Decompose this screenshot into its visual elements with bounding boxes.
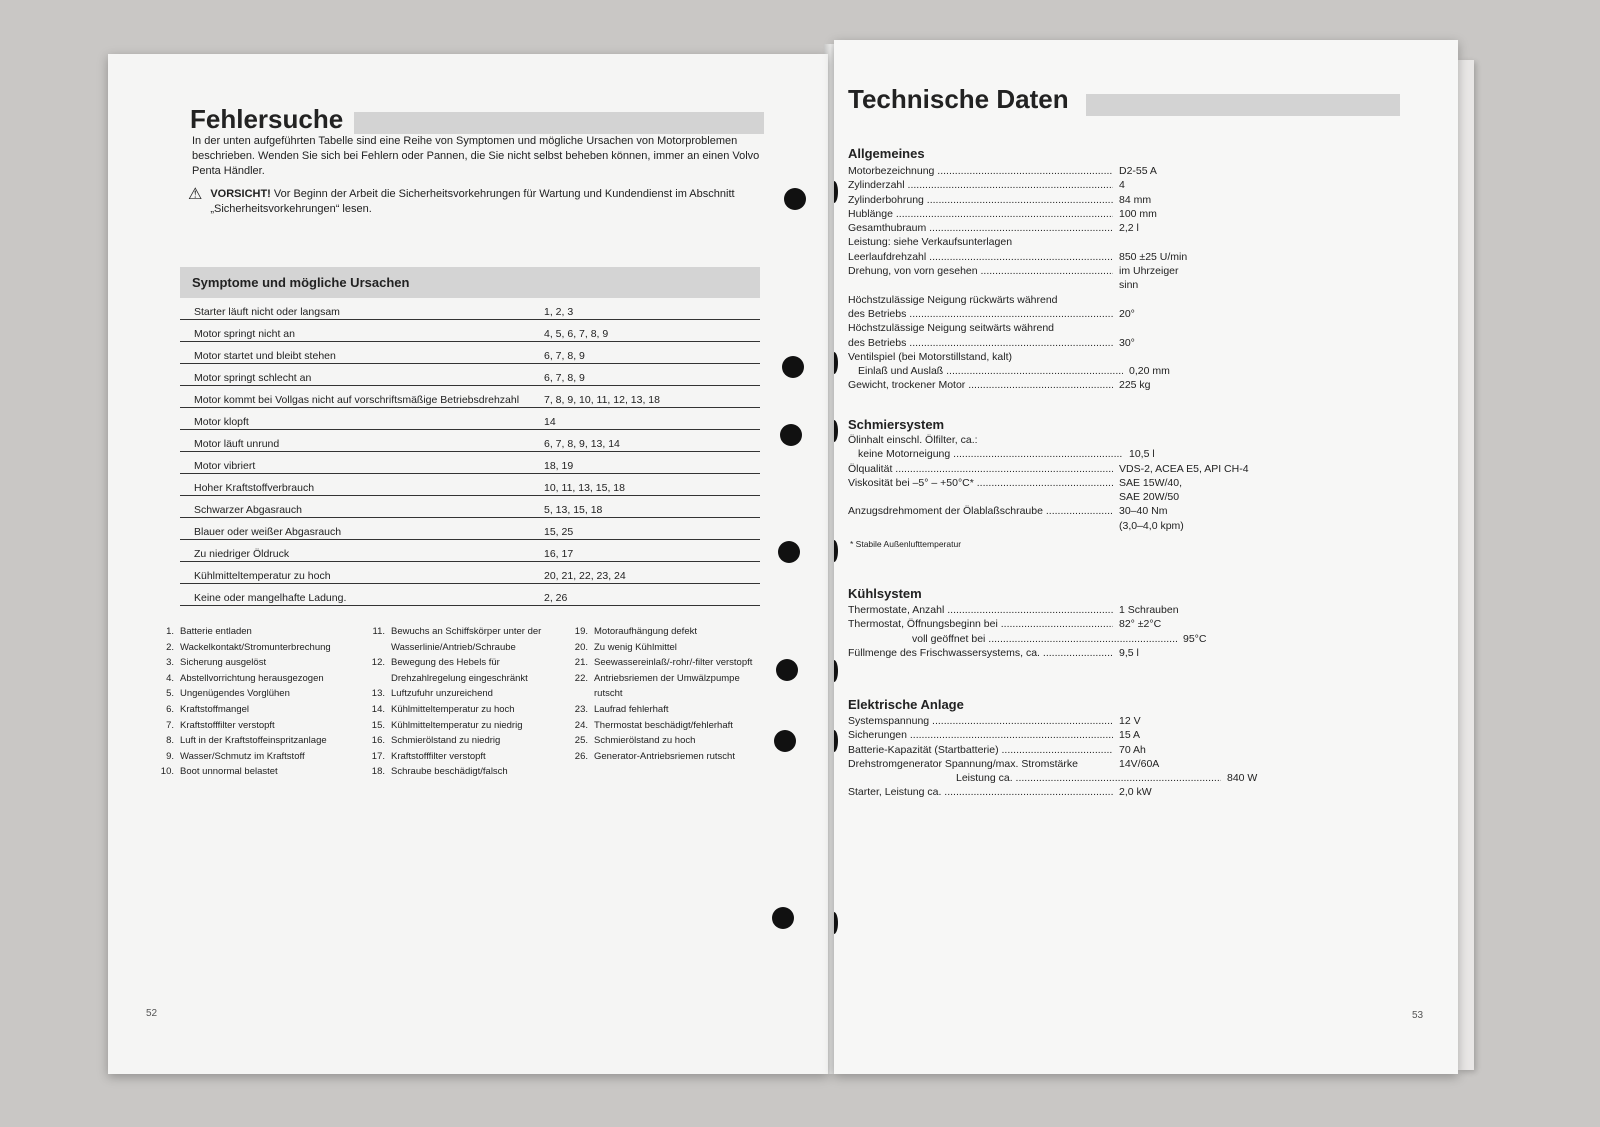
cool-spec-list xyxy=(848,603,1268,660)
spec-label xyxy=(848,519,1113,533)
spec-row xyxy=(848,714,1268,728)
punch-hole xyxy=(834,540,838,562)
table-row xyxy=(180,430,760,452)
spec-value: D2-55 A xyxy=(1119,165,1157,177)
spec-value: sinn xyxy=(1119,279,1139,292)
list-item xyxy=(152,686,352,702)
spec-row xyxy=(848,278,1268,292)
spec-value: 95°C xyxy=(1183,632,1207,645)
general-spec-list xyxy=(848,164,1268,393)
cause-number: 8. xyxy=(166,735,174,747)
cause-text: Seewassereinlaß/-rohr/-filter verstopft xyxy=(594,657,753,669)
spec-label: Starter, Leistung ca. ..... xyxy=(848,785,1113,799)
punch-hole xyxy=(834,181,838,203)
spec-row xyxy=(848,632,1268,646)
spec-value: 100 mm xyxy=(1119,207,1157,220)
spec-label: Ölqualität ..... xyxy=(848,462,1113,476)
spec-label: Füllmenge des Frischwassersystems, ca. ..... xyxy=(848,646,1113,660)
punch-hole xyxy=(834,730,838,752)
symptom-cell: Hoher Kraftstoffverbrauch xyxy=(194,482,315,494)
cause-text: Antriebsriemen der Umwälzpumpe rutscht xyxy=(594,672,740,700)
cause-number: 4. xyxy=(166,672,174,684)
table-row xyxy=(180,386,760,408)
lube-footnote: * Stabile Außenlufttemperatur xyxy=(850,539,962,549)
causes-cell: 5, 13, 15, 18 xyxy=(544,504,603,516)
spec-row xyxy=(848,728,1268,742)
section-allgemeines: Allgemeines xyxy=(848,146,925,161)
list-item xyxy=(363,702,563,718)
spec-row xyxy=(848,519,1268,533)
punch-hole xyxy=(772,907,794,929)
cause-number: 17. xyxy=(371,750,385,762)
causes-cell: 15, 25 xyxy=(544,526,574,538)
warning-triangle-icon: ⚠ xyxy=(188,186,203,203)
spec-label xyxy=(848,490,1113,504)
list-item xyxy=(152,624,352,640)
table-row xyxy=(180,474,760,496)
symptom-cell: Zu niedriger Öldruck xyxy=(194,548,290,560)
spec-label: Ölinhalt einschl. Ölfilter, ca.: xyxy=(848,434,978,446)
spec-label: Thermostate, Anzahl ..... xyxy=(848,603,1113,617)
cause-text: Kraftstofffilter verstopft xyxy=(391,750,486,762)
spec-label: Leistung: siehe Verkaufsunterlagen xyxy=(848,236,1013,249)
cause-text: Kraftstofffilter verstopft xyxy=(180,719,275,731)
cause-number: 14. xyxy=(371,703,385,715)
page-number-right: 53 xyxy=(1412,1010,1424,1021)
intro-text: In der unten aufgeführten Tabelle sind eine Reihe von Symptomen und mögliche Ursachen von Motorproblemen beschrieben. Wenden Sie sich bei Fehlern oder Pannen, die Sie nicht selbst beheben können, immer an einen Volvo Penta Händler. xyxy=(192,135,760,177)
cause-number: 22. xyxy=(574,672,588,684)
spec-label: Hublänge ..... xyxy=(848,207,1113,221)
spec-label: Zylinderbohrung ..... xyxy=(848,193,1113,207)
spec-label: Drehstromgenerator Spannung/max. Stromstärke xyxy=(848,757,1078,770)
page-edge xyxy=(1458,60,1474,1070)
causes-cell: 6, 7, 8, 9 xyxy=(544,372,585,384)
spec-row xyxy=(848,617,1268,631)
causes-cell: 4, 5, 6, 7, 8, 9 xyxy=(544,328,609,340)
spec-row xyxy=(848,321,1268,335)
cause-text: Laufrad fehlerhaft xyxy=(594,703,669,715)
cause-text: Schmierölstand zu hoch xyxy=(594,735,696,747)
spec-value: 850 ±25 U/min xyxy=(1119,250,1188,263)
spec-row xyxy=(848,221,1268,235)
lube-spec-list xyxy=(848,433,1268,533)
spec-value: 12 V xyxy=(1119,715,1141,727)
spec-value xyxy=(1113,433,1268,447)
symptom-cell: Motor springt nicht an xyxy=(194,328,295,340)
cause-number: 2. xyxy=(166,641,174,653)
list-item xyxy=(566,655,766,671)
spec-label: Thermostat, Öffnungsbeginn bei ..... xyxy=(848,617,1113,631)
spec-row xyxy=(848,293,1268,307)
causes-list-1 xyxy=(152,624,352,780)
list-item xyxy=(152,733,352,749)
spec-value: VDS-2, ACEA E5, API CH-4 xyxy=(1119,462,1249,475)
punch-hole xyxy=(780,424,802,446)
spec-value xyxy=(1113,321,1268,335)
section-schmiersystem: Schmiersystem xyxy=(848,417,945,432)
spec-row xyxy=(848,378,1268,392)
list-item xyxy=(566,671,766,702)
symptom-cell: Keine oder mangelhafte Ladung. xyxy=(194,592,347,604)
spec-value: 840 W xyxy=(1227,772,1258,785)
cause-text: Bewuchs an Schiffskörper unter der Wasserlinie/Antrieb/Schraube xyxy=(391,626,542,653)
cause-text: Kühlmitteltemperatur zu niedrig xyxy=(391,719,523,731)
spec-value: 2,2 l xyxy=(1119,222,1139,235)
causes-cell: 20, 21, 22, 23, 24 xyxy=(544,570,626,582)
cause-number: 5. xyxy=(166,688,174,700)
cause-text: Batterie entladen xyxy=(180,626,252,637)
table-row xyxy=(180,408,760,430)
symptom-cell: Motor läuft unrund xyxy=(194,438,280,450)
punch-hole xyxy=(834,912,838,934)
causes-cell: 6, 7, 8, 9, 13, 14 xyxy=(544,438,620,450)
symptom-cell: Starter läuft nicht oder langsam xyxy=(194,306,340,318)
causes-cell: 1, 2, 3 xyxy=(544,306,574,318)
table-row xyxy=(180,540,760,562)
section-kuehlsystem: Kühlsystem xyxy=(848,586,922,601)
causes-list-3 xyxy=(566,624,766,764)
causes-cell: 14 xyxy=(544,416,556,428)
list-item xyxy=(152,671,352,687)
spec-row xyxy=(848,646,1268,660)
spec-row xyxy=(848,785,1268,799)
list-item xyxy=(566,749,766,765)
punch-hole xyxy=(834,660,838,682)
spec-value: 14V/60A xyxy=(1119,757,1160,770)
symptom-cell: Motor kommt bei Vollgas nicht auf vorschriftsmäßige Betriebsdrehzahl xyxy=(194,394,520,406)
list-item xyxy=(363,655,563,686)
spec-row xyxy=(848,433,1268,447)
cause-text: Kraftstoffmangel xyxy=(180,703,250,715)
spec-row xyxy=(848,350,1268,364)
cause-number: 11. xyxy=(372,626,385,637)
spec-label: keine Motorneigung ..... xyxy=(848,447,1123,461)
list-item xyxy=(152,764,352,780)
spec-row xyxy=(848,504,1268,518)
cause-text: Motoraufhängung defekt xyxy=(594,626,697,637)
spec-value: 2,0 kW xyxy=(1119,786,1152,799)
list-item xyxy=(566,624,766,640)
table-row xyxy=(180,298,760,320)
spec-row xyxy=(848,264,1268,278)
spec-value: 15 A xyxy=(1119,729,1141,742)
cause-text: Kühlmitteltemperatur zu hoch xyxy=(391,703,515,715)
causes-list-2 xyxy=(363,624,563,780)
symptom-cell: Motor vibriert xyxy=(194,460,256,472)
spec-label: Leerlaufdrehzahl ..... xyxy=(848,250,1113,264)
table-row xyxy=(180,518,760,540)
cause-text: Wasser/Schmutz im Kraftstoff xyxy=(180,750,305,762)
symptom-cell: Schwarzer Abgasrauch xyxy=(194,504,302,516)
table-row xyxy=(180,452,760,474)
spec-row xyxy=(848,490,1268,504)
cause-number: 9. xyxy=(166,750,174,762)
spec-label: des Betriebs ..... xyxy=(848,336,1113,350)
spec-label: des Betriebs ..... xyxy=(848,307,1113,321)
cause-number: 24. xyxy=(574,719,588,731)
spec-value: SAE 20W/50 xyxy=(1119,491,1180,504)
spec-row xyxy=(848,462,1268,476)
list-item xyxy=(363,764,563,780)
cause-text: Thermostat beschädigt/fehlerhaft xyxy=(594,719,733,731)
spec-row xyxy=(848,447,1268,461)
spec-row xyxy=(848,364,1268,378)
list-item xyxy=(363,733,563,749)
list-item xyxy=(152,702,352,718)
spec-row xyxy=(848,336,1268,350)
spec-row xyxy=(848,250,1268,264)
warning-label: VORSICHT! xyxy=(210,188,271,200)
list-item xyxy=(363,718,563,734)
spec-label: Motorbezeichnung ..... xyxy=(848,164,1113,178)
list-item xyxy=(152,640,352,656)
causes-cell: 18, 19 xyxy=(544,460,574,472)
title-bar xyxy=(354,112,764,134)
spec-value: 82° ±2°C xyxy=(1119,618,1162,631)
spec-row xyxy=(848,164,1268,178)
cause-number: 15. xyxy=(371,719,385,731)
cause-text: Abstellvorrichtung herausgezogen xyxy=(180,672,324,684)
spec-label: Leistung ca. ..... xyxy=(848,771,1221,785)
table-row xyxy=(180,364,760,386)
spec-row xyxy=(848,603,1268,617)
spec-label: Ventilspiel (bei Motorstillstand, kalt) xyxy=(848,350,1012,363)
symptom-cell: Motor klopft xyxy=(194,416,249,428)
spec-value: 9,5 l xyxy=(1119,646,1139,659)
cause-number: 13. xyxy=(371,688,385,700)
cause-number: 16. xyxy=(371,735,385,747)
cause-number: 10. xyxy=(160,766,174,778)
page-number-left: 52 xyxy=(146,1008,158,1019)
spec-row xyxy=(848,235,1268,249)
spec-label: Drehung, von vorn gesehen ..... xyxy=(848,264,1113,278)
right-page xyxy=(834,40,1458,1074)
cause-number: 7. xyxy=(166,719,174,731)
spec-value xyxy=(1113,235,1268,249)
left-page xyxy=(108,54,828,1074)
causes-cell: 10, 11, 13, 15, 18 xyxy=(544,482,625,494)
cause-number: 6. xyxy=(166,703,174,715)
spec-row xyxy=(848,207,1268,221)
spec-value: 4 xyxy=(1119,179,1125,192)
spec-label: Gesamthubraum ..... xyxy=(848,221,1113,235)
causes-cell: 16, 17 xyxy=(544,548,574,560)
spec-value: SAE 15W/40, xyxy=(1119,476,1183,489)
cause-text: Luftzufuhr unzureichend xyxy=(391,688,493,700)
spec-label: Einlaß und Auslaß ..... xyxy=(848,364,1123,378)
list-item xyxy=(363,749,563,765)
spec-label: Anzugsdrehmoment der Ölablaßschraube ..... xyxy=(848,504,1113,518)
list-item xyxy=(566,702,766,718)
spec-value: 10,5 l xyxy=(1129,448,1155,461)
spec-value: 225 kg xyxy=(1119,379,1151,392)
spec-label: Viskosität bei –5° – +50°C* ..... xyxy=(848,476,1113,490)
cause-text: Sicherung ausgelöst xyxy=(180,657,267,669)
list-item xyxy=(363,686,563,702)
punch-hole xyxy=(776,659,798,681)
cause-number: 25. xyxy=(574,735,588,747)
spec-value: 0,20 mm xyxy=(1129,365,1170,378)
page-title-fehlersuche: Fehlersuche xyxy=(190,104,344,134)
table-row xyxy=(180,562,760,584)
cause-number: 12. xyxy=(371,657,385,669)
spec-label: Zylinderzahl ..... xyxy=(848,178,1113,192)
list-item xyxy=(363,624,563,655)
list-item xyxy=(152,718,352,734)
list-item xyxy=(566,640,766,656)
spec-label: Systemspannung ..... xyxy=(848,714,1113,728)
cause-number: 21. xyxy=(574,657,588,669)
cause-text: Schmierölstand zu niedrig xyxy=(391,735,501,747)
spec-label: Batterie-Kapazität (Startbatterie) ..... xyxy=(848,743,1113,757)
cause-text: Luft in der Kraftstoffeinspritzanlage xyxy=(180,735,327,747)
table-row xyxy=(180,320,760,342)
cause-text: Schraube beschädigt/falsch xyxy=(391,766,508,778)
spec-value: 30–40 Nm xyxy=(1119,505,1168,518)
causes-cell: 7, 8, 9, 10, 11, 12, 13, 18 xyxy=(544,394,660,406)
punch-hole xyxy=(778,541,800,563)
table-row xyxy=(180,496,760,518)
symptom-cell: Blauer oder weißer Abgasrauch xyxy=(194,526,342,538)
spec-label: Gewicht, trockener Motor ..... xyxy=(848,378,1113,392)
cause-number: 18. xyxy=(371,766,385,778)
symptom-cell: Kühlmitteltemperatur zu hoch xyxy=(194,570,331,582)
spec-row xyxy=(848,757,1268,771)
spec-label: Sicherungen ..... xyxy=(848,728,1113,742)
table-row xyxy=(180,342,760,364)
spec-row xyxy=(848,476,1268,490)
cause-text: Zu wenig Kühlmittel xyxy=(594,641,677,653)
spec-value: (3,0–4,0 kpm) xyxy=(1119,519,1184,532)
spec-row xyxy=(848,771,1268,785)
spec-value: 84 mm xyxy=(1119,193,1152,206)
symptom-cell: Motor springt schlecht an xyxy=(194,372,312,384)
cause-number: 3. xyxy=(166,657,174,669)
cause-text: Boot unnormal belastet xyxy=(180,766,278,778)
cause-text: Wackelkontakt/Stromunterbrechung xyxy=(180,641,331,653)
spec-row xyxy=(848,193,1268,207)
elec-spec-list xyxy=(848,714,1268,800)
spec-value: 1 Schrauben xyxy=(1119,604,1179,616)
cause-number: 23. xyxy=(574,703,588,715)
symptom-cell: Motor startet und bleibt stehen xyxy=(194,350,336,362)
cause-text: Ungenügendes Vorglühen xyxy=(180,688,290,700)
punch-hole xyxy=(784,188,806,210)
spec-row xyxy=(848,178,1268,192)
spec-label: voll geöffnet bei ..... xyxy=(848,632,1177,646)
spec-value xyxy=(1113,293,1268,307)
table-row xyxy=(180,584,760,606)
warning-text: Vor Beginn der Arbeit die Sicherheitsvorkehrungen für Wartung und Kundendienst im Abschnitt „Sicherheitsvorkehrungen“ lesen. xyxy=(210,188,735,215)
cause-text: Bewegung des Hebels für Drehzahlregelung eingeschränkt xyxy=(391,657,528,684)
section-elektrische-anlage: Elektrische Anlage xyxy=(848,697,964,712)
spec-value xyxy=(1113,350,1268,364)
spec-value: 20° xyxy=(1119,307,1135,320)
spec-row xyxy=(848,743,1268,757)
punch-hole xyxy=(774,730,796,752)
cause-number: 26. xyxy=(574,750,588,762)
list-item xyxy=(152,749,352,765)
causes-cell: 2, 26 xyxy=(544,592,568,604)
punch-hole xyxy=(782,356,804,378)
symptom-table-header: Symptome und mögliche Ursachen xyxy=(180,267,760,298)
warning-note xyxy=(188,187,778,217)
list-item xyxy=(152,655,352,671)
spec-row xyxy=(848,307,1268,321)
cause-number: 19. xyxy=(574,626,588,637)
spec-label xyxy=(848,278,1113,292)
symptom-table xyxy=(180,267,760,606)
spec-value: im Uhrzeiger xyxy=(1119,265,1179,278)
spec-value: 70 Ah xyxy=(1119,743,1146,756)
cause-number: 1. xyxy=(166,626,174,637)
spec-value: 30° xyxy=(1119,336,1135,349)
spec-label: Höchstzulässige Neigung seitwärts während xyxy=(848,322,1055,335)
spec-label: Höchstzulässige Neigung rückwärts während xyxy=(848,293,1058,306)
cause-text: Generator-Antriebsriemen rutscht xyxy=(594,750,735,762)
punch-hole xyxy=(834,352,838,374)
causes-cell: 6, 7, 8, 9 xyxy=(544,350,585,362)
list-item xyxy=(566,718,766,734)
list-item xyxy=(566,733,766,749)
title-bar xyxy=(1086,94,1400,116)
punch-hole xyxy=(834,420,838,442)
cause-number: 20. xyxy=(574,641,588,653)
page-title-technische-daten: Technische Daten xyxy=(848,84,1069,114)
